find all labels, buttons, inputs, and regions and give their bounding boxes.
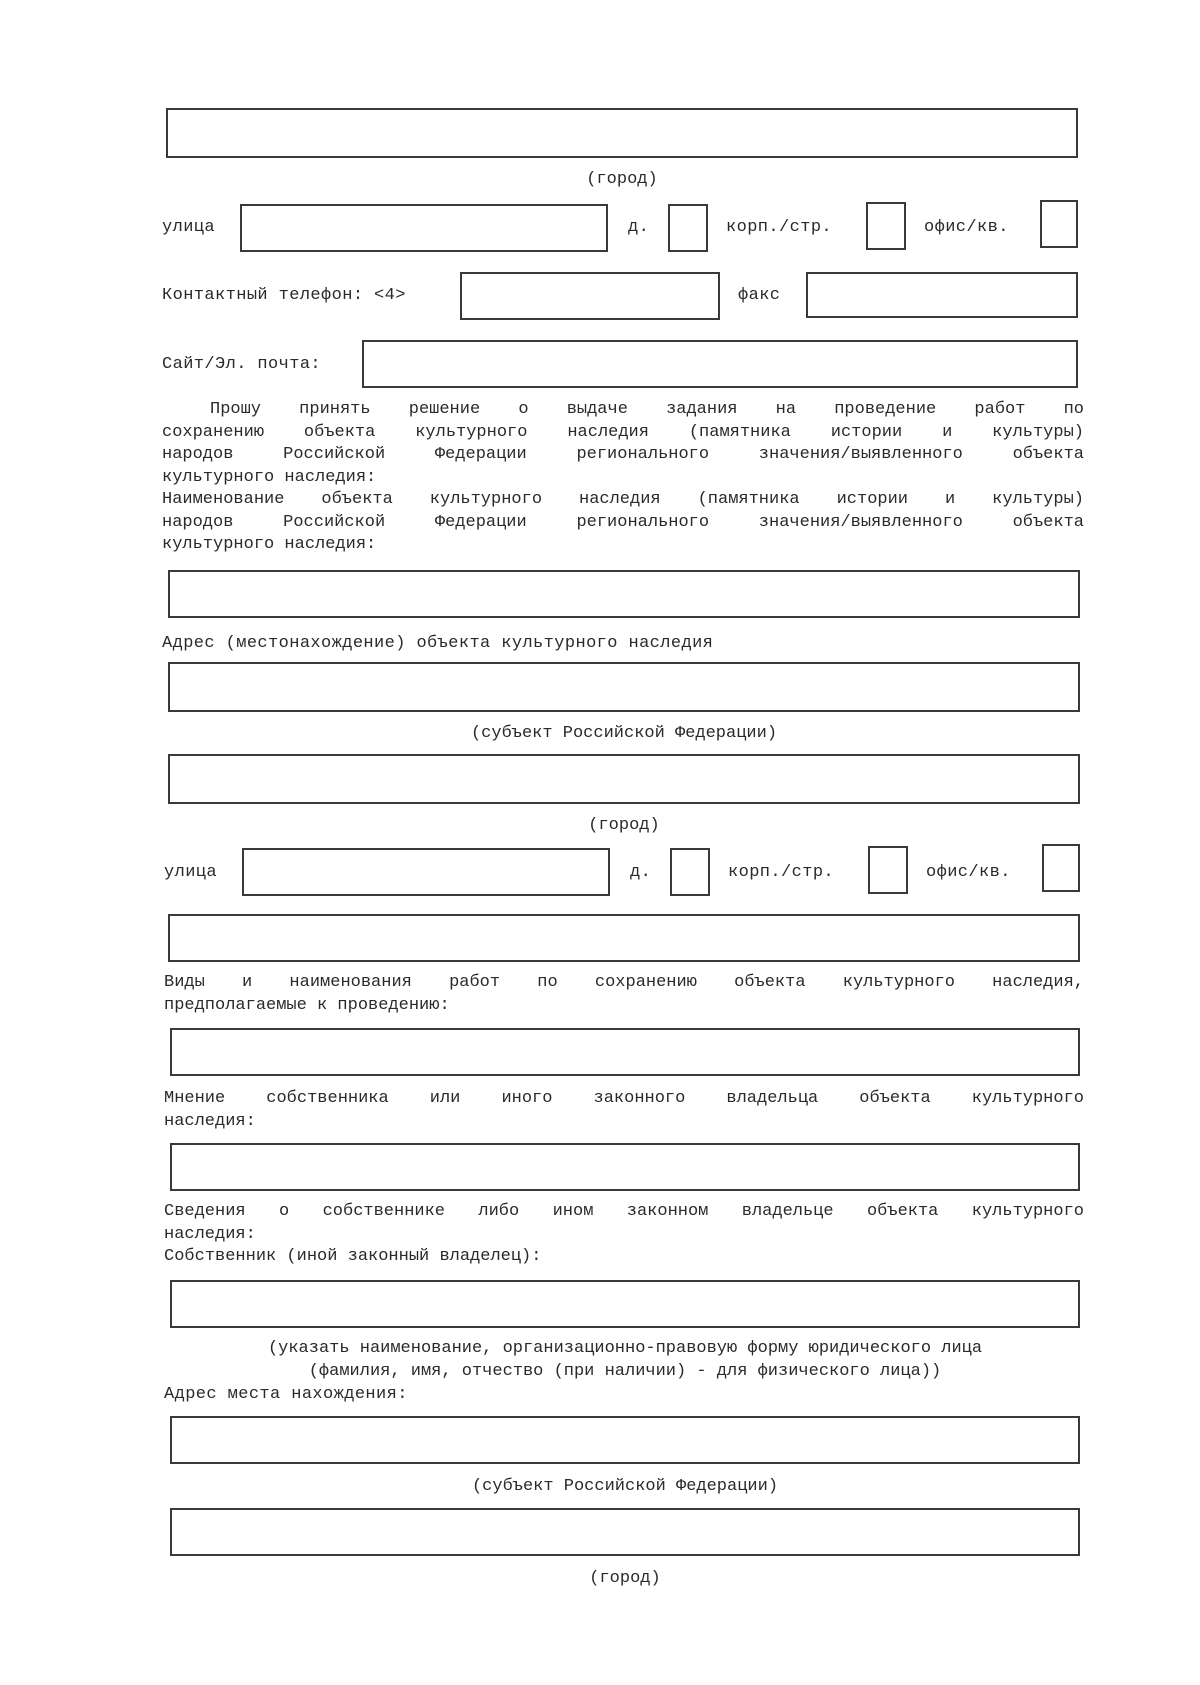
owner-hint-line-2: (фамилия, имя, отчество (при наличии) - для физического лица)) xyxy=(308,1362,942,1381)
owner-opinion-paragraph xyxy=(164,1088,1084,1133)
owner-subject-field[interactable] xyxy=(170,1416,1080,1464)
works-field[interactable] xyxy=(170,1028,1080,1076)
object-office-field[interactable] xyxy=(1042,844,1080,892)
object-city-field[interactable] xyxy=(168,754,1080,804)
request-paragraph xyxy=(162,399,1084,557)
request-line-1: Прошу принять решение о выдаче задания на проведение работ по xyxy=(210,400,1084,419)
owner-address-label: Адрес места нахождения: xyxy=(164,1385,408,1404)
fax-label: факс xyxy=(738,286,781,305)
fax-field[interactable] xyxy=(806,272,1078,318)
object-office-label: офис/кв. xyxy=(926,863,1011,882)
object-name-field[interactable] xyxy=(168,570,1080,618)
applicant-city-caption: (город) xyxy=(586,170,658,189)
applicant-street-field[interactable] xyxy=(240,204,608,252)
object-building-label: корп./стр. xyxy=(728,863,835,882)
applicant-house-label: д. xyxy=(628,218,650,237)
works-line-1: Виды и наименования работ по сохранению объекта культурного наследия, xyxy=(164,973,1084,992)
applicant-office-label: офис/кв. xyxy=(924,218,1009,237)
owner-opinion-line-2: наследия: xyxy=(164,1111,256,1131)
object-name-line-1: Наименование объекта культурного наследия (памятника истории и культуры) xyxy=(162,490,1084,509)
owner-info-line-1: Сведения о собственнике либо ином законном владельце объекта культурного xyxy=(164,1202,1084,1221)
object-address-label: Адрес (местонахождение) объекта культурного наследия xyxy=(162,634,714,653)
owner-opinion-line-1: Мнение собственника или иного законного владельца объекта культурного xyxy=(164,1089,1084,1108)
owner-info-line-2: наследия: xyxy=(164,1224,256,1244)
owner-label: Собственник (иной законный владелец): xyxy=(164,1247,542,1266)
owner-hint-line-1: (указать наименование, организационно-правовую форму юридического лица xyxy=(267,1339,983,1358)
object-house-field[interactable] xyxy=(670,848,710,896)
object-building-field[interactable] xyxy=(868,846,908,894)
applicant-office-field[interactable] xyxy=(1040,200,1078,248)
site-email-field[interactable] xyxy=(362,340,1078,388)
applicant-building-label: корп./стр. xyxy=(726,218,833,237)
applicant-street-label: улица xyxy=(162,218,216,237)
applicant-house-field[interactable] xyxy=(668,204,708,252)
phone-label: Контактный телефон: <4> xyxy=(162,286,406,305)
request-line-3: народов Российской Федерации регионального значения/выявленного объекта xyxy=(162,445,1084,464)
object-street-field[interactable] xyxy=(242,848,610,896)
request-line-2: сохранению объекта культурного наследия (памятника истории и культуры) xyxy=(162,422,1084,442)
owner-city-caption: (город) xyxy=(589,1569,661,1588)
object-subject-caption: (субъект Российской Федерации) xyxy=(470,724,778,743)
owner-subject-caption: (субъект Российской Федерации) xyxy=(471,1477,779,1496)
owner-city-field[interactable] xyxy=(170,1508,1080,1556)
works-paragraph xyxy=(164,972,1084,1017)
object-subject-field[interactable] xyxy=(168,662,1080,712)
object-name-line-2: народов Российской Федерации регионального значения/выявленного объекта xyxy=(162,512,1084,532)
applicant-building-field[interactable] xyxy=(866,202,906,250)
works-line-2: предполагаемые к проведению: xyxy=(164,995,450,1015)
applicant-city-field[interactable] xyxy=(166,108,1078,158)
object-street-label: улица xyxy=(164,863,218,882)
object-house-label: д. xyxy=(630,863,652,882)
owner-field[interactable] xyxy=(170,1280,1080,1328)
phone-field[interactable] xyxy=(460,272,720,320)
owner-opinion-field[interactable] xyxy=(170,1143,1080,1191)
object-name-line-3: культурного наследия: xyxy=(162,535,377,554)
object-city-caption: (город) xyxy=(588,816,660,835)
request-line-4: культурного наследия: xyxy=(162,467,377,487)
object-address-extra-field[interactable] xyxy=(168,914,1080,962)
owner-info-paragraph xyxy=(164,1201,1084,1269)
site-email-label: Сайт/Эл. почта: xyxy=(162,355,322,374)
